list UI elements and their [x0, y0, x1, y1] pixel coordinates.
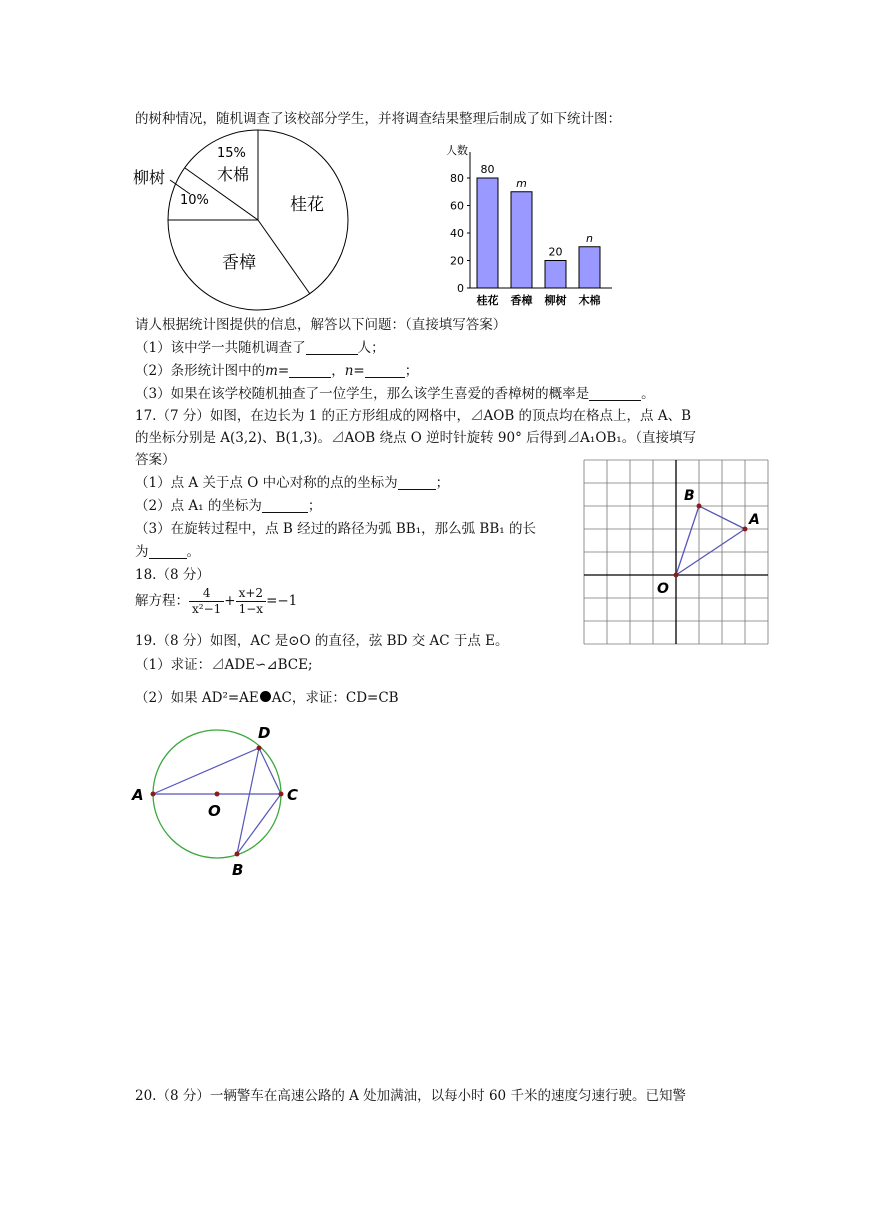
- y-tick-label: 60: [450, 199, 464, 213]
- pie-label-kapok: 木棉: [217, 165, 250, 184]
- q16-part3: （3）如果在该学校随机抽查了一位学生，那么该学生喜爱的香樟树的概率是 。: [135, 386, 655, 402]
- y-tick-label: 40: [450, 227, 464, 240]
- bar: [579, 247, 600, 288]
- circle-label-d: D: [258, 724, 271, 742]
- q19-line1: 19.（8 分）如图，AC 是⊙O 的直径，弦 BD 交 AC 于点 E。: [135, 633, 509, 649]
- q17-part3b: 为 。: [135, 544, 200, 560]
- bar-data-label: 80: [480, 163, 495, 176]
- q17-part1: （1）点 A 关于点 O 中心对称的点的坐标为 ；: [135, 475, 450, 491]
- answer-blank[interactable]: [589, 386, 641, 401]
- q19-part1: （1）求证：⊿ADE∽⊿BCE;: [135, 657, 313, 673]
- circle-figure: [128, 720, 313, 880]
- q17-part2: （2）点 A₁ 的坐标为 ；: [135, 498, 322, 514]
- answer-blank[interactable]: [306, 340, 358, 355]
- bar-data-label: n: [586, 231, 593, 245]
- pie-chart: [125, 128, 365, 313]
- bar: [545, 261, 566, 289]
- bar-category-label: 香樟: [510, 294, 533, 307]
- answer-blank[interactable]: [262, 498, 308, 513]
- bar-data-label: 20: [548, 245, 563, 259]
- bar-category-label: 桂花: [476, 294, 499, 307]
- q16-prompt: 请人根据统计图提供的信息，解答以下问题：（直接填写答案）: [135, 317, 507, 333]
- q17-line3: 答案）: [135, 452, 176, 468]
- bar-category-label: 柳树: [544, 294, 567, 307]
- y-axis-label: 人数: [446, 144, 468, 157]
- circle-label-c: C: [287, 786, 299, 804]
- bar-chart: [440, 140, 620, 315]
- circle-label-a: A: [132, 786, 144, 804]
- q18-title: 18.（8 分）: [135, 567, 210, 583]
- grid-figure: [582, 458, 772, 648]
- answer-blank[interactable]: [398, 475, 436, 490]
- y-tick-label: 20: [450, 254, 464, 268]
- pie-label-osmanthus: 桂花: [290, 195, 324, 215]
- y-tick-label: 80: [450, 172, 464, 185]
- y-tick-label: 0: [457, 282, 464, 295]
- q17-part3: （3）在旋转过程中，点 B 经过的路径为弧 BB₁，那么弧 BB₁ 的长: [135, 521, 536, 537]
- pie-label-willow-pct: 10%: [180, 193, 209, 208]
- intro-text: 的树种情况，随机调查了该校部分学生，并将调查结果整理后制成了如下统计图：: [135, 111, 621, 127]
- circle-label-o: O: [208, 802, 221, 820]
- circle-label-b: B: [232, 861, 244, 879]
- answer-blank[interactable]: [289, 363, 331, 378]
- bar-data-label: m: [516, 176, 527, 190]
- q16-part1: （1）该中学一共随机调查了 人；: [135, 340, 385, 356]
- q18-equation: 解方程： $\frac{4}{\text{x²−1}}$ + $\frac{x+2}{1-x}$ =−1: [135, 586, 298, 616]
- q19-part2: （2）如果 AD²=AE AC，求证：CD=CB: [135, 690, 399, 706]
- pie-label-camphor: 香樟: [222, 253, 256, 273]
- q20-line1: 20.（8 分）一辆警车在高速公路的 A 处加满油，以每小时 60 千米的速度匀速行驶。已知警: [135, 1088, 686, 1104]
- bar: [477, 178, 498, 288]
- q17-line2: 的坐标分别是 A(3,2)、B(1,3)。⊿AOB 绕点 O 逆时针旋转 90° 后得到⊿A₁OB₁。（直接填写: [135, 430, 696, 446]
- bar-category-label: 木棉: [578, 294, 601, 307]
- grid-label-o: O: [657, 581, 669, 597]
- bullet-dot: [260, 691, 271, 702]
- bar: [511, 192, 532, 288]
- grid-label-b: B: [684, 488, 695, 504]
- pie-label-kapok-pct: 15%: [217, 146, 246, 161]
- q17-line1: 17.（7 分）如图，在边长为 1 的正方形组成的网格中，⊿AOB 的顶点均在格点上，点 A、B: [135, 408, 692, 424]
- answer-blank[interactable]: [365, 363, 405, 378]
- pie-label-willow: 柳树: [133, 168, 166, 187]
- answer-blank[interactable]: [149, 544, 187, 559]
- grid-label-a: A: [749, 512, 760, 528]
- q16-part2: （2）条形统计图中的m= ，n= ；: [135, 363, 419, 379]
